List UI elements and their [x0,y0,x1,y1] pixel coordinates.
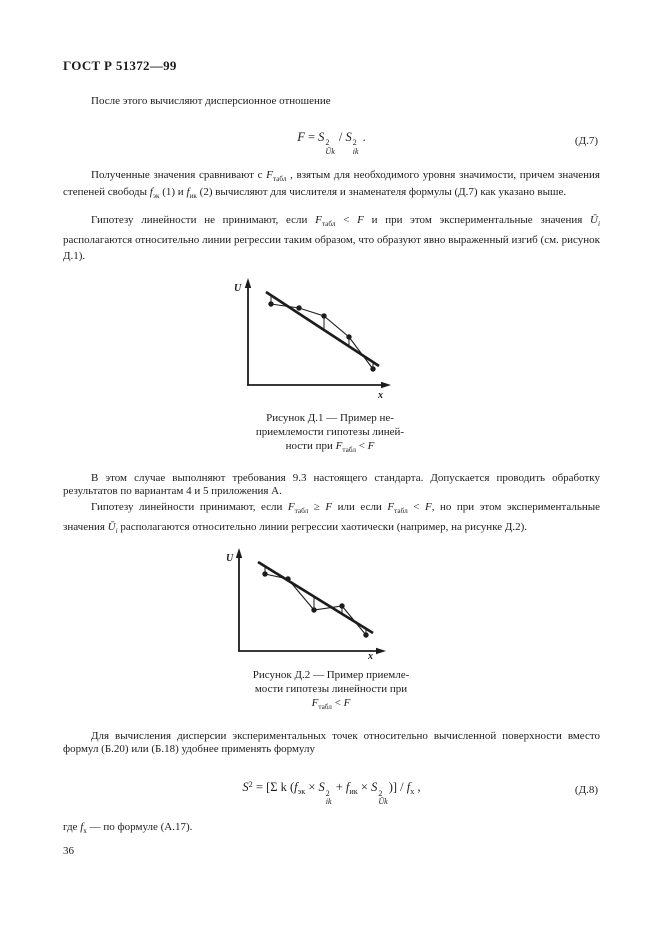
formula-d7 [63,126,600,157]
data-point [321,313,326,318]
caption-line: мости гипотезы линейности при [254,683,408,696]
y-axis-arrow-icon [236,548,242,558]
paragraph-accept-hypothesis: Гипотезу линейности принимают, если $F_{табл} \ge F$ или если $F_{табл} < F$, но при этом экспериментальные значения $Ū_i$ располагаются относительно линии регрессии хаотически (например, на рисунке Д.2). [63,500,600,535]
y-axis-arrow-icon [245,278,251,288]
figure-d1-plot [233,275,398,401]
paragraph-compare: Полученные значения сравнивают с $F_{табл}$ , взятым для необходимого уровня значимости, причем значения степеней свободы $f_{эк}$ (1) и $f_{ик}$ (2) вычисляют для числителя и знаменателя формулы (Д.7) как указано выше. [63,169,600,201]
x-axis-arrow-icon [376,648,386,654]
formula-d8-label: (Д.8) [574,784,598,797]
paragraph-intro: После этого вычисляют дисперсионное отношение [91,95,331,107]
data-point [285,577,290,582]
data-point [296,305,301,310]
caption-line: Рисунок Д.2 — Пример приемле- [252,669,410,682]
formula-d8 [63,774,600,807]
x-axis-arrow-icon [381,382,391,388]
figure-d1-caption [215,411,445,457]
caption-line: $F_{табл} < F$ [311,697,351,711]
data-point [370,366,375,371]
y-axis-label: U [226,553,234,565]
page-number: 36 [63,845,74,857]
x-axis-label: x [368,651,373,661]
document-header: ГОСТ Р 51372—99 [63,58,177,73]
experimental-polyline [271,304,373,369]
figure-d2-caption [206,668,456,714]
experimental-polyline [265,574,366,635]
formula-d7-label: (Д.7) [574,134,598,147]
formula-d8-body: $S^2 = [\Sigma$ k ($f_{эк} \times S$ 2 ik + $f_{ик} \times S$ 2 Ūk )] / $f_х$ , [242,779,421,807]
figure-d2 [63,547,600,714]
data-point [346,334,351,339]
y-axis-label: U [234,282,242,294]
paragraph-reject-hypothesis: Гипотезу линейности не принимают, если $F_{табл} < F$ и при этом экспериментальные значения $Ū_i$ располагаются относительно линии регрессии таким образом, что образуют явно выраженный изгиб (см. рисунок Д.1). [63,213,600,263]
caption-line: Рисунок Д.1 — Пример не- [266,411,394,424]
figure-d2-plot [226,547,391,660]
data-point [311,608,316,613]
paragraph-requirements: В этом случае выполняют требования 9.3 настоящего стандарта. Допускается проводить обработку результатов по вариантам 4 и 5 приложения А. [63,471,600,498]
data-point [262,572,267,577]
figure-d1 [63,275,600,457]
data-point [363,633,368,638]
caption-line: ности при $F_{табл} < F$ [285,439,375,454]
formula-d7-body: F = S 2 Ūk / S 2 ik . [297,129,366,156]
where-clause: где $f_х$ — по формуле (А.17). [63,820,193,835]
data-point [339,604,344,609]
x-axis-label: x [378,389,383,401]
paragraph-dispersion: Для вычисления дисперсии экспериментальных точек относительно вычисленной поверхности вместо формул (Б.20) или (Б.18) удобнее применять формулу [63,729,600,756]
data-point [268,301,273,306]
caption-line: приемлемости гипотезы линей- [255,425,405,438]
